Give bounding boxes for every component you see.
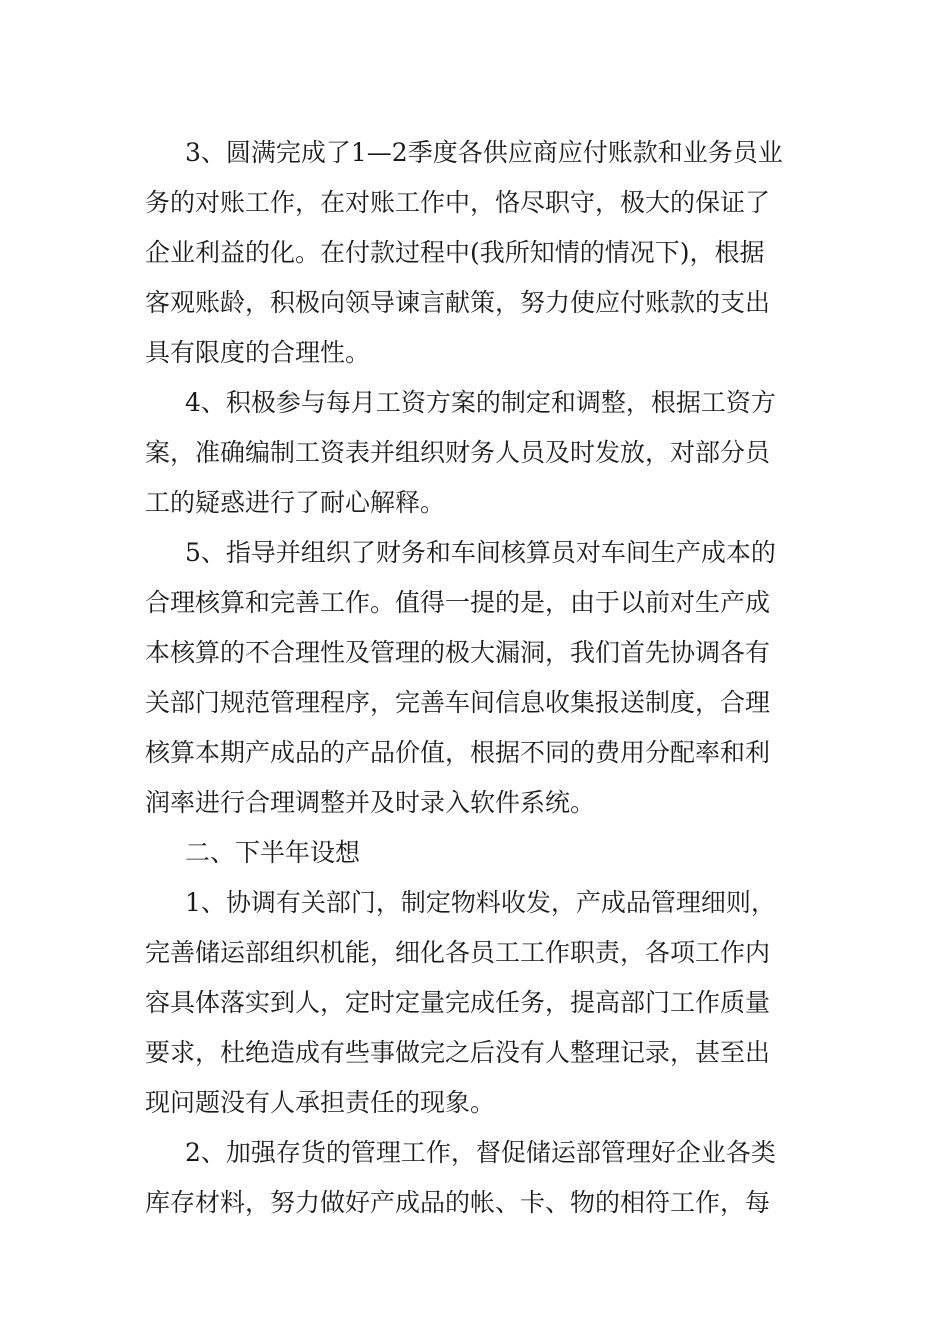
paragraph-first-line: 1、协调有关部门，制定物料收发，产成品管理细则， [185, 888, 776, 917]
paragraph-line: 具有限度的合理性。 [145, 338, 371, 367]
paragraph-line: 合理核算和完善工作。值得一提的是，由于以前对生产成 [145, 588, 771, 617]
paragraph-line: 工的疑惑进行了耐心解释。 [145, 488, 446, 517]
paragraph-first-line: 二、下半年设想 [185, 838, 361, 867]
paragraph-line: 核算本期产成品的产品价值，根据不同的费用分配率和利 [145, 738, 771, 767]
paragraph-line: 润率进行合理调整并及时录入软件系统。 [145, 788, 596, 817]
paragraph-line: 现问题没有人承担责任的现象。 [145, 1088, 496, 1117]
paragraph-first-line: 3、圆满完成了1—2季度各供应商应付账款和业务员业 [185, 138, 783, 167]
paragraph-line: 完善储运部组织机能，细化各员工工作职责，各项工作内 [145, 938, 771, 967]
paragraph-line: 关部门规范管理程序，完善车间信息收集报送制度，合理 [145, 688, 771, 717]
paragraph-line: 容具体落实到人，定时定量完成任务，提高部门工作质量 [145, 988, 771, 1017]
paragraph-line: 库存材料，努力做好产成品的帐、卡、物的相符工作，每 [145, 1188, 771, 1217]
paragraph-line: 客观账龄，积极向领导谏言献策，努力使应付账款的支出 [145, 288, 771, 317]
paragraph-line: 企业利益的化。在付款过程中(我所知情的情况下)，根据 [145, 238, 765, 267]
paragraph-first-line: 5、指导并组织了财务和车间核算员对车间生产成本的 [185, 538, 776, 567]
paragraph-first-line: 4、积极参与每月工资方案的制定和调整，根据工资方 [185, 388, 776, 417]
paragraph-line: 要求，杜绝造成有些事做完之后没有人整理记录，甚至出 [145, 1038, 771, 1067]
paragraph-line: 本核算的不合理性及管理的极大漏洞，我们首先协调各有 [145, 638, 771, 667]
paragraph-first-line: 2、加强存货的管理工作，督促储运部管理好企业各类 [185, 1138, 776, 1167]
paragraph-line: 务的对账工作，在对账工作中，恪尽职守，极大的保证了 [145, 188, 771, 217]
document-body [145, 128, 805, 1228]
paragraph-line: 案，准确编制工资表并组织财务人员及时发放，对部分员 [145, 438, 771, 467]
